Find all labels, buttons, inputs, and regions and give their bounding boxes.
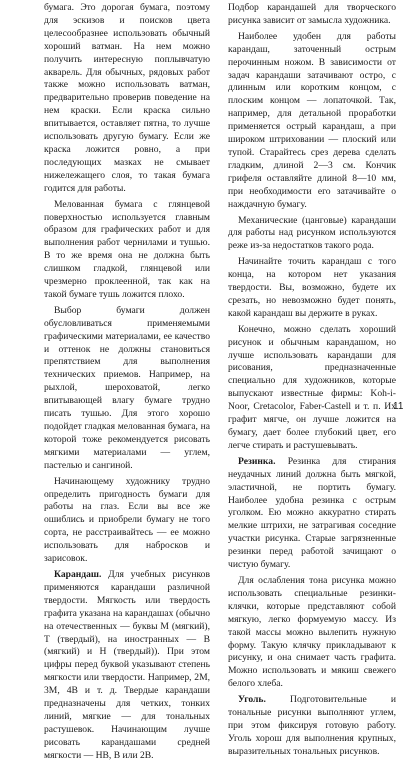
paragraph-pencil-selection: Подбор карандашей для творческого рисунка зависит от замысла художника. [228,2,396,26]
right-text-column [228,2,396,759]
paragraph-eraser-text: Резинка для стирания неудачных линий должна быть мягкой, эластичной, не портить бумагу. Наиболее удобна резинка с острым уголком. Ею можно аккуратно стирать мелкие штрихи, не затрагивая соседние участки рисунка. Старые загрязненные резинки перед работой зачищают о чистую бумагу. [228,455,396,571]
paragraph-coated-paper: Мелованная бумага с глянцевой поверхностью используется главным образом для графических работ и для выполнения работ чернилами и тушью. В то же время она не должна быть слишком гладкой, глянцевой или чрезмерно проклеенной, так как на такой бумаге тушь ложится плохо. [44,198,210,300]
paragraph-eraser [228,456,396,572]
paragraph-pencil-text: Для учебных рисунков применяются карандаши различной твердости. Мягкость или твердость графита указана на карандашах (обычно на отечественных — буквы М (мягкий), Т (твердый), на иностранных — B (мягкий) и H (твердый)). При этом цифры перед буквой указывают степень мягкости или твердости. Например, 2М, 3М, 4B и т. д. Твердые карандаши предназначены для четких, тонких линий, мягкие — для тональных растушевок. Начинающим лучше рисовать карандашами средней мягкости — НВ, В или 2В. [44,568,210,761]
heading-pencil: Карандаш. [54,568,102,580]
paragraph-sharpen-end: Начинайте точить карандаш с того конца, на котором нет указания твердости. Вы, возможно, будете их срезать, но невозможно будет понять, какой карандаш вы держите в руках. [228,256,396,319]
paragraph-pencil [44,569,210,763]
paragraph-mechanical-pencils: Механические (цанговые) карандаши для работы над рисунком используются реже из-за недостатков такого рода. [228,214,396,252]
paragraph-artist-pencils: Конечно, можно сделать хороший рисунок и обычным карандашом, но лучше использовать карандаши для рисования, предназначенные специально для художников, которые выпускают известные фирмы: Koh-i-Noor, Cretacolor, Faber-Castell и т. п. Их графит мягче, он лучше ложится на бумагу, дает более глубокий цвет, его легче стирать и растушевывать. [228,323,396,451]
heading-charcoal: Уголь. [238,694,266,706]
paragraph-kneaded-eraser: Для ослабления тона рисунка можно использовать специальные резинки-клячки, которые представляют собой мягкую, легко формуемую массу. Из такой массы можно вылепить нужную форму. Такую клячку прикладывают к рисунку, и она снимает часть графита. Можно использовать и мякиш свежего белого хлеба. [228,574,396,690]
paragraph-beginner-advice: Начинающему художнику трудно определить пригодность бумаги для работы на глаз. Если вы все же ошиблись и приобрели бумагу не того сорта, не расстраивайтесь — ее можно использовать для набросков и зарисовок. [44,475,210,565]
paragraph-paper-watman: бумага. Это дорогая бумага, поэтому для эскизов и поисков цвета целесообразнее использовать обычный хороший ватман. На нем можно получить интересную поплывчатую акварель. Для обычных, рядовых работ также можно использовать ватман, предварительно проверив поведение на нем краски. Если краска сильно впитывается, оставляет пятна, то лучше использовать другую бумагу. Если же краска ложится ровно, а при последующих мазках не смывает нижележащего слоя, то такая бумага годится для работы. [44,2,210,194]
paragraph-charcoal [228,694,396,759]
page-number: 11 [393,401,404,412]
left-text-column [44,2,210,763]
paragraph-sharpening: Наиболее удобен для работы карандаш, заточенный острым перочинным ножом. В зависимости от задач карандаши затачивают остро, с длинным или коротким концом, с плоским концом — лопаточкой. Так, например, для детальной проработки применяется острый карандаш, а при широком штриховании — плоский или тупой. Старайтесь срез дерева сделать гладким, длиной 2—3 см. Кончик грифеля оставляйте длиной 8—10 мм, при необходимости его затачивайте о наждачную бумагу. [228,30,396,210]
paragraph-paper-choice: Выбор бумаги должен обусловливаться применяемыми графическими материалами, ее качество и оттенок не должны становиться препятствием для выполнения технических приемов. Например, на рыхлой, шероховатой, легко впитывающей влагу бумаге трудно писать тушью. Для этого хорошо подойдет гладкая мелованная бумага, на которой тоже рекомендуется рисовать мягкими материалами — углем, пастелью и сангиной. [44,304,210,471]
heading-eraser: Резинка. [238,455,276,467]
paragraph-charcoal-text: Подготовительные и тональные рисунки выполняют углем, при этом фиксируя готовую работу. Уголь хорош для выполнения крупных, выразительных тональных рисунков. [228,694,396,757]
